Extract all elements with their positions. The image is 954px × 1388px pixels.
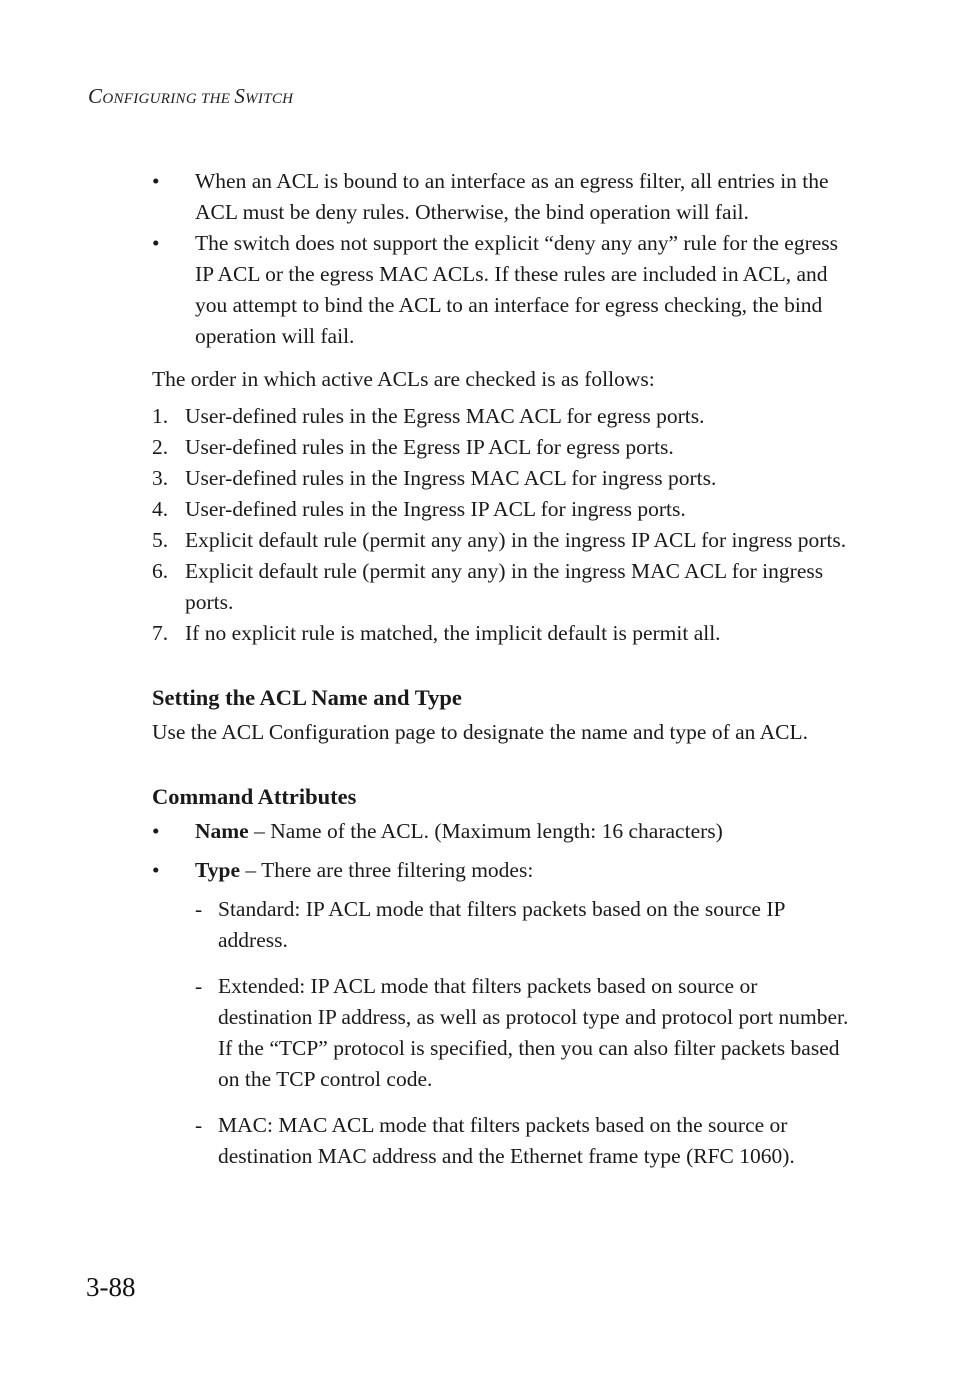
list-number: 2. bbox=[152, 435, 169, 459]
running-head: CONFIGURING THE SWITCH bbox=[88, 84, 294, 108]
attribute-term: Name bbox=[195, 819, 249, 843]
list-item-text: User-defined rules in the Ingress IP ACL for ingress ports. bbox=[185, 497, 686, 521]
list-item bbox=[152, 463, 852, 494]
list-item bbox=[152, 525, 852, 556]
list-item bbox=[152, 401, 852, 432]
list-item bbox=[152, 618, 852, 649]
list-item bbox=[152, 432, 852, 463]
list-item bbox=[152, 166, 852, 228]
list-item-text: Extended: IP ACL mode that filters packets based on source or destination IP address, as well as protocol type and protocol port number. If the “TCP” protocol is specified, then you can also filter packets based on the TCP control code. bbox=[218, 974, 849, 1091]
bullet-icon: • bbox=[152, 169, 160, 193]
order-intro: The order in which active ACLs are checked is as follows: bbox=[152, 367, 655, 391]
list-item-text: User-defined rules in the Egress MAC ACL for egress ports. bbox=[185, 404, 705, 428]
list-item bbox=[152, 228, 852, 352]
attribute-name bbox=[152, 816, 852, 847]
list-item-text: MAC: MAC ACL mode that filters packets based on the source or destination MAC address and the Ethernet frame type (RFC 1060). bbox=[218, 1113, 795, 1168]
list-number: 6. bbox=[152, 559, 169, 583]
list-item bbox=[152, 494, 852, 525]
dash-icon: - bbox=[195, 974, 203, 998]
attribute-description: – Name of the ACL. (Maximum length: 16 characters) bbox=[248, 819, 723, 843]
list-item-text: If no explicit rule is matched, the implicit default is permit all. bbox=[185, 621, 721, 645]
list-item-text: The switch does not support the explicit “deny any any” rule for the egress IP ACL or the egress MAC ACLs. If these rules are included in ACL, and you attempt to bind the ACL to an interface for egress checking, the bind operation will fail. bbox=[195, 231, 839, 348]
list-item-text: User-defined rules in the Ingress MAC ACL for ingress ports. bbox=[185, 466, 717, 490]
list-item-text: When an ACL is bound to an interface as an egress filter, all entries in the ACL must be deny rules. Otherwise, the bind operation will fail. bbox=[195, 169, 829, 224]
bullet-icon: • bbox=[152, 819, 160, 843]
bullet-icon: • bbox=[152, 858, 160, 882]
list-item-text: Explicit default rule (permit any any) in the ingress MAC ACL for ingress ports. bbox=[185, 559, 824, 614]
list-item bbox=[195, 1110, 852, 1172]
list-number: 4. bbox=[152, 497, 169, 521]
section-heading: Setting the ACL Name and Type bbox=[152, 685, 462, 710]
order-list bbox=[152, 401, 852, 649]
dash-icon: - bbox=[195, 1113, 203, 1137]
egress-notes-list bbox=[152, 166, 852, 352]
list-item-text: Standard: IP ACL mode that filters packets based on the source IP address. bbox=[218, 897, 785, 952]
section-paragraph: Use the ACL Configuration page to designate the name and type of an ACL. bbox=[152, 720, 808, 744]
filtering-modes-list bbox=[195, 894, 852, 1172]
list-number: 7. bbox=[152, 621, 169, 645]
list-number: 1. bbox=[152, 404, 169, 428]
list-number: 3. bbox=[152, 466, 169, 490]
list-number: 5. bbox=[152, 528, 169, 552]
attribute-description: – There are three filtering modes: bbox=[240, 858, 534, 882]
dash-icon: - bbox=[195, 897, 203, 921]
list-item bbox=[195, 971, 852, 1095]
attributes-list bbox=[152, 816, 852, 886]
page-number: 3-88 bbox=[86, 1272, 136, 1302]
attributes-heading: Command Attributes bbox=[152, 784, 357, 809]
list-item-text: User-defined rules in the Egress IP ACL for egress ports. bbox=[185, 435, 674, 459]
list-item-text: Explicit default rule (permit any any) in the ingress IP ACL for ingress ports. bbox=[185, 528, 847, 552]
list-item bbox=[152, 556, 852, 618]
bullet-icon: • bbox=[152, 231, 160, 255]
page-content bbox=[152, 166, 852, 1187]
attribute-type bbox=[152, 855, 852, 886]
attribute-term: Type bbox=[195, 858, 240, 882]
list-item bbox=[195, 894, 852, 956]
